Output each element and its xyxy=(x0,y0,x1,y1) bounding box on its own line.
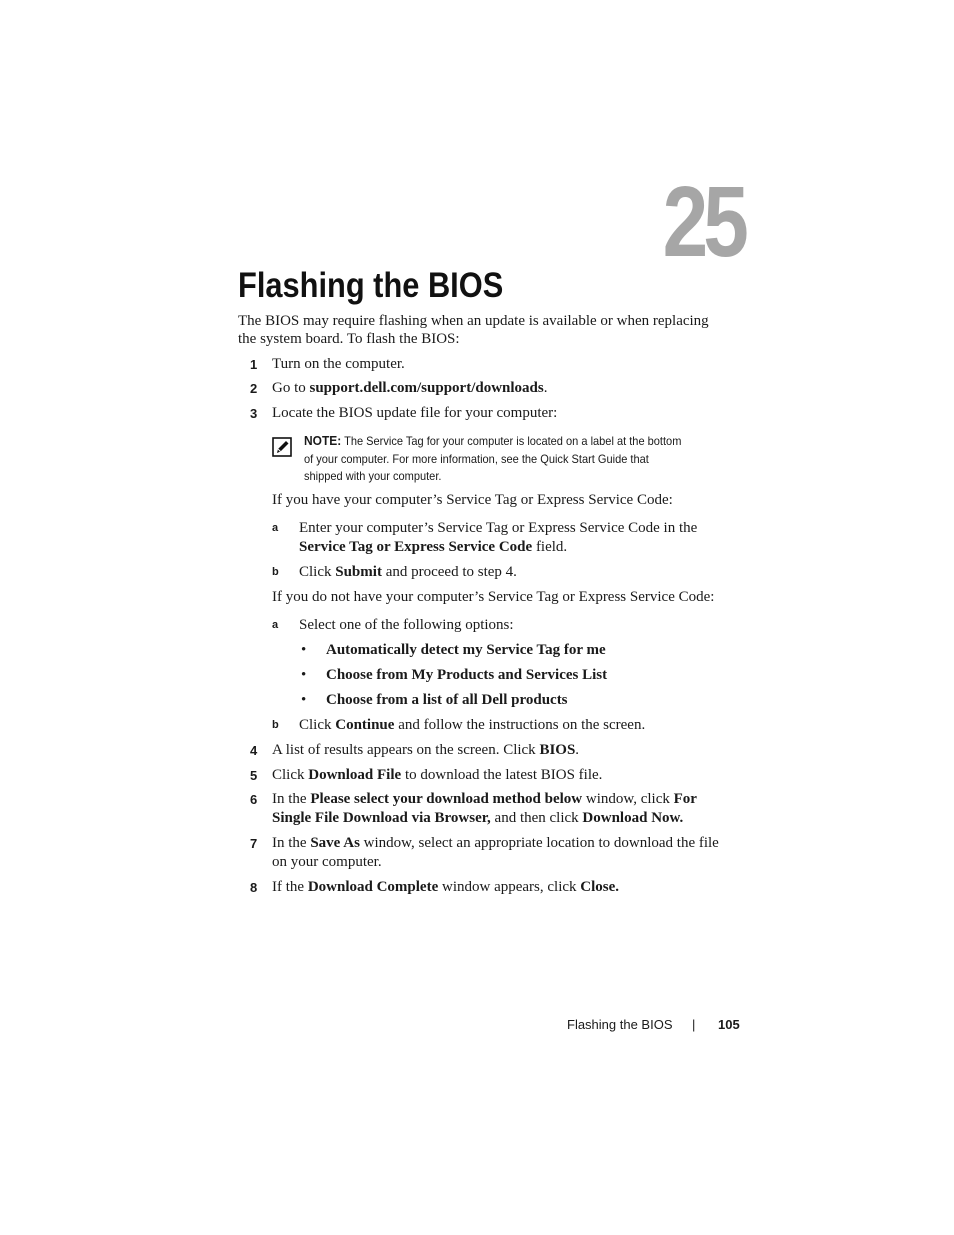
footer-section-title: Flashing the BIOS xyxy=(567,1017,673,1032)
step-text: Single File Download via Browser, and then click Download Now. xyxy=(272,810,684,826)
bullet: • xyxy=(301,642,307,658)
note-text: of your computer. For more information, see the Quick Start Guide that xyxy=(304,451,649,466)
with-tag-intro: If you have your computer’s Service Tag or Express Service Code: xyxy=(272,492,673,508)
step-number: 8 xyxy=(250,880,258,895)
note-label: NOTE: xyxy=(304,433,342,448)
step-text: Locate the BIOS update file for your computer: xyxy=(272,405,558,421)
continue-label: Continue xyxy=(335,717,395,733)
step-number: 6 xyxy=(250,792,258,807)
option-item: Choose from My Products and Services List xyxy=(326,667,608,683)
note-pencil-icon xyxy=(272,437,292,457)
note-box xyxy=(304,432,709,486)
substep-text: Service Tag or Express Service Code field. xyxy=(299,539,568,555)
step-number: 3 xyxy=(250,406,258,421)
step-text: A list of results appears on the screen. Click BIOS. xyxy=(272,742,580,758)
submit-label: Submit xyxy=(335,564,382,580)
step-number: 1 xyxy=(250,357,258,372)
step-text: If the Download Complete window appears, click Close. xyxy=(272,879,620,895)
step-text: Go to support.dell.com/support/downloads. xyxy=(272,380,548,396)
step-text: on your computer. xyxy=(272,854,382,870)
bullet: • xyxy=(301,667,307,683)
substep-text: Click Submit and proceed to step 4. xyxy=(299,564,517,580)
intro-line-2: the system board. To flash the BIOS: xyxy=(238,331,460,347)
note-text: The Service Tag for your computer is located on a label at the bottom xyxy=(341,434,682,448)
note-text: shipped with your computer. xyxy=(304,469,442,483)
substep-text: Select one of the following options: xyxy=(299,617,514,633)
step-number: 2 xyxy=(250,381,258,396)
intro-line-1: The BIOS may require flashing when an update is available or when replacing xyxy=(238,313,709,329)
bullet: • xyxy=(301,692,307,708)
substep-letter: b xyxy=(272,566,279,578)
chapter-title: Flashing the BIOS xyxy=(238,266,504,305)
footer-separator: | xyxy=(692,1017,696,1032)
substep-text: Enter your computer’s Service Tag or Express Service Code in the xyxy=(299,520,698,536)
option-item: Automatically detect my Service Tag for me xyxy=(326,642,606,658)
page-number: 105 xyxy=(718,1017,740,1032)
step-text: Turn on the computer. xyxy=(272,356,405,372)
substep-letter: b xyxy=(272,719,279,731)
downloads-url: support.dell.com/support/downloads xyxy=(309,380,544,396)
substep-letter: a xyxy=(272,522,279,534)
service-tag-field-name: Service Tag or Express Service Code xyxy=(299,539,533,555)
step-text: In the Save As window, select an appropriate location to download the file xyxy=(272,835,719,851)
substep-text: Click Continue and follow the instructions on the screen. xyxy=(299,717,646,733)
without-tag-intro: If you do not have your computer’s Service Tag or Express Service Code: xyxy=(272,589,715,605)
chapter-number: 25 xyxy=(662,166,744,278)
option-item: Choose from a list of all Dell products xyxy=(326,692,568,708)
step-text: In the Please select your download method below window, click For xyxy=(272,791,697,807)
step-text: Click Download File to download the latest BIOS file. xyxy=(272,767,603,783)
substep-letter: a xyxy=(272,619,279,631)
step-number: 5 xyxy=(250,768,258,783)
step-number: 7 xyxy=(250,836,258,851)
step-number: 4 xyxy=(250,743,258,758)
